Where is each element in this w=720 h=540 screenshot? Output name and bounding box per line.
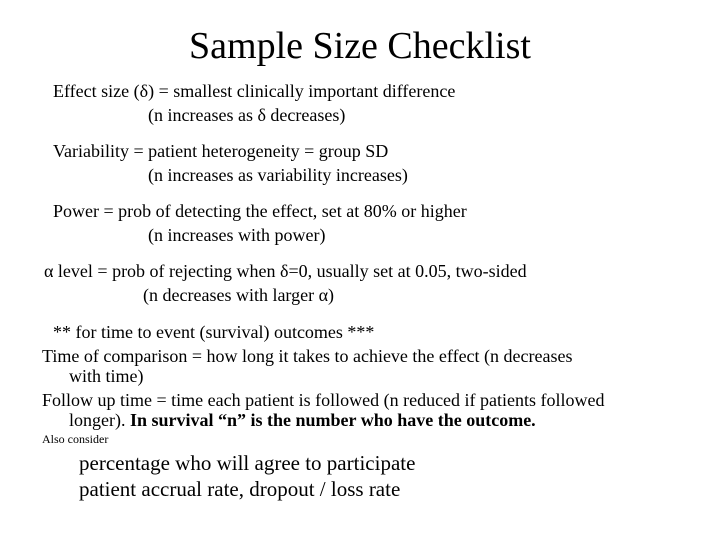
follow-up-time-line: Follow up time = time each patient is followed (n reduced if patients followed [42,390,605,410]
variability-line: Variability = patient heterogeneity = group SD [53,141,389,161]
alpha-level-line: α level = prob of rejecting when δ=0, usually set at 0.05, two-sided [44,261,527,281]
accrual-dropout-item: patient accrual rate, dropout / loss rate [79,477,401,501]
participation-percentage-item: percentage who will agree to participate [79,451,416,475]
effect-size-line: Effect size (δ) = smallest clinically important difference [53,81,456,101]
power-line: Power = prob of detecting the effect, set at 80% or higher [53,201,467,221]
also-consider-label: Also consider [42,432,109,446]
slide-title: Sample Size Checklist [189,25,531,67]
power-note: (n increases with power) [148,225,326,245]
time-of-comparison-continuation: with time) [69,366,144,386]
alpha-level-note: (n decreases with larger α) [143,285,335,305]
follow-up-time-continuation [69,409,536,431]
follow-up-time-plain: longer). [69,410,130,430]
survival-heading: ** for time to event (survival) outcomes *** [53,322,375,342]
effect-size-note: (n increases as δ decreases) [148,105,346,125]
survival-n-definition: In survival “n” is the number who have the outcome. [129,410,536,430]
time-of-comparison-line: Time of comparison = how long it takes to achieve the effect (n decreases [42,346,573,366]
variability-note: (n increases as variability increases) [148,165,408,185]
